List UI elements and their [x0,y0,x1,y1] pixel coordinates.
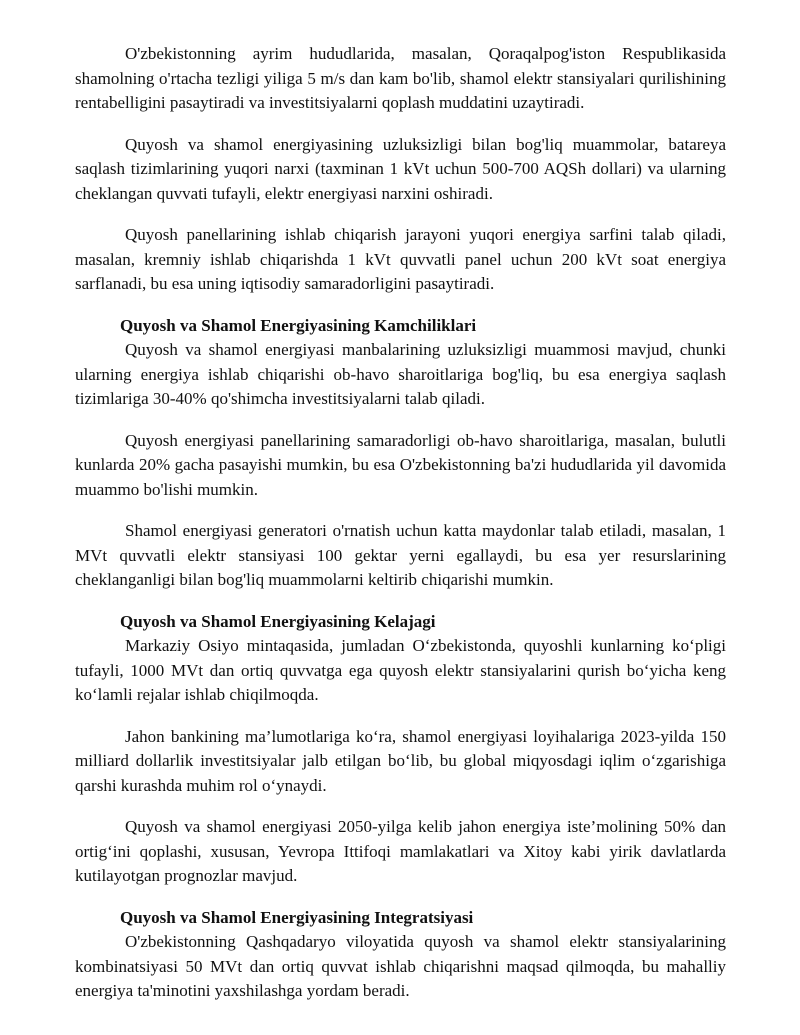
paragraph-kashkadarya-combination: O'zbekistonning Qashqadaryo viloyatida quyosh va shamol elektr stansiyalarining kombinatsiyasi 50 MVt dan ortiq quvvat ishlab chiqarishni maqsad qilmoqda, bu mahalliy energiya ta'minotini yaxshilashga yordam beradi. [75,932,726,1000]
paragraph-2050-forecast: Quyosh va shamol energiyasi 2050-yilga kelib jahon energiya iste’molining 50% dan ortig‘ini qoplashi, xususan, Yevropa Ittifoqi mamlakatlari va Xitoy kabi yirik davlatlarda kutilayotgan prognozlar mavjud. [75,817,726,885]
section-heading-integratsiyasi: Quyosh va Shamol Energiyasining Integratsiyasi [120,907,474,927]
paragraph-intermittency: Quyosh va shamol energiyasi manbalarining uzluksizligi muammosi mavjud, chunki ularning energiya ishlab chiqarishi ob-havo sharoitlariga bog'liq, bu esa energiya saqlash tizimlariga 30-40% qo'shimcha investitsiyalarni talab qiladi. [75,340,726,408]
document-page [75,42,726,1004]
paragraph-wind-land-use: Shamol energiyasi generatori o'rnatish uchun katta maydonlar talab etiladi, masalan, 1 MVt quvvatli elektr stansiyasi 100 gektar yerni egallaydi, bu esa yer resurslarining cheklanganligi bilan bog'liq muammolarni keltirib chiqarishi mumkin. [75,521,726,589]
paragraph-world-bank-investment: Jahon bankining ma’lumotlariga ko‘ra, shamol energiyasi loyihalariga 2023-yilda 150 milliard dollarlik investitsiyalar jalb etilgan bo‘lib, bu global miqyosdagi iqlim o‘zgarishiga qarshi kurashda muhim rol o‘ynaydi. [75,726,726,795]
paragraph-central-asia-solar-plans: Markaziy Osiyo mintaqasida, jumladan O‘zbekistonda, quyoshli kunlarning ko‘pligi tufayli, 1000 MVt dan ortiq quvvatga ega quyosh elektr stansiyalarini qurish bo‘yicha keng ko‘lamli rejalar ishlab chiqilmoqda. [75,636,726,704]
paragraph-panel-efficiency-weather: Quyosh energiyasi panellarining samaradorligi ob-havo sharoitlariga, masalan, bulutli kunlarda 20% gacha pasayishi mumkin, bu esa O'zbekistonning ba'zi hududlarida yil davomida muammo bo'lishi mumkin. [75,430,726,499]
paragraph-panel-production-energy: Quyosh panellarining ishlab chiqarish jarayoni yuqori energiya sarfini talab qiladi, masalan, kremniy ishlab chiqarishda 1 kVt quvvatli panel uchun 200 kVt soat energiya sarflanadi, bu esa uning iqtisodiy samaradorligini pasaytiradi. [75,225,726,293]
section-kelajagi [75,610,726,889]
section-kamchiliklar [75,314,726,593]
paragraph-wind-speed-karakalpakstan: O'zbekistonning ayrim hududlarida, masalan, Qoraqalpog'iston Respublikasida shamolning o'rtacha tezligi yiliga 5 m/s dan kam bo'lib, shamol elektr stansiyalari qurilishining rentabelligini pasaytiradi va investitsiyalarni qoplash muddatini uzaytiradi. [75,44,726,112]
section-heading-kamchiliklar: Quyosh va Shamol Energiyasining Kamchiliklari [120,315,477,335]
section-heading-kelajagi: Quyosh va Shamol Energiyasining Kelajagi [120,611,436,631]
paragraph-battery-storage-cost: Quyosh va shamol energiyasining uzluksizligi bilan bog'liq muammolar, batareya saqlash tizimlarining yuqori narxi (taxminan 1 kVt uchun 500-700 AQSh dollari) va ularning cheklangan quvvati tufayli, elektr energiyasi narxini oshiradi. [75,134,726,203]
section-integratsiyasi [75,906,726,1004]
